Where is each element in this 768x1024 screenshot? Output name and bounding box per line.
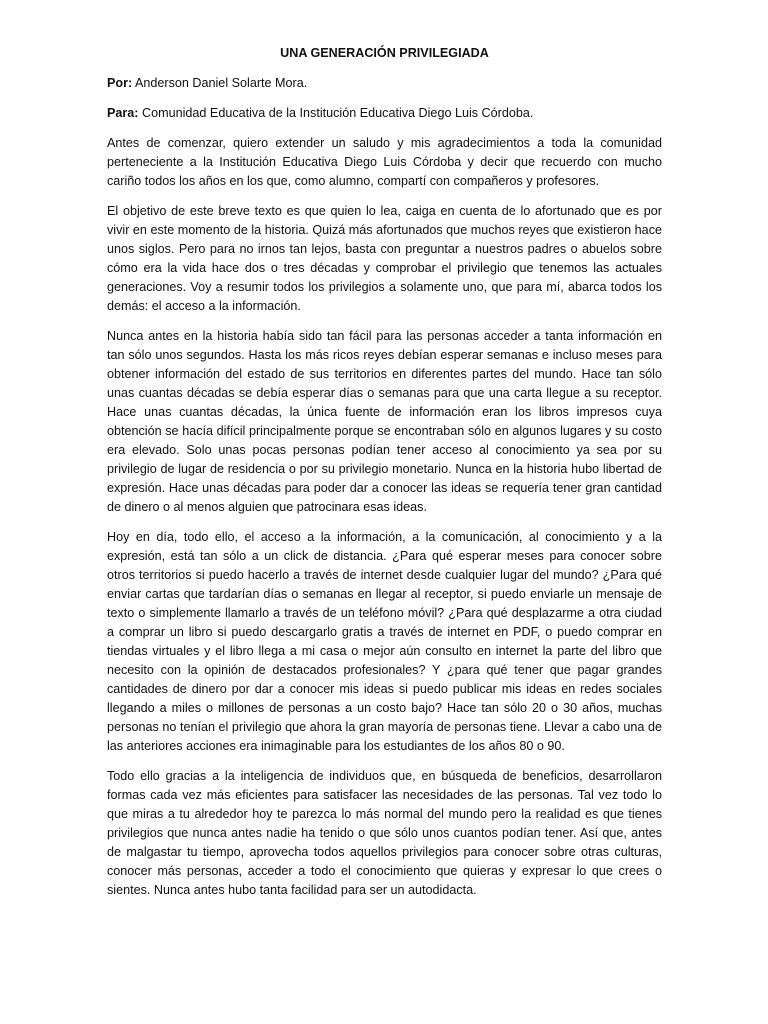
- recipient-line: [107, 104, 662, 123]
- author-line: [107, 74, 662, 93]
- document-page: [107, 44, 662, 911]
- recipient-name: Comunidad Educativa de la Institución Educativa Diego Luis Córdoba.: [142, 106, 534, 120]
- author-name: Anderson Daniel Solarte Mora.: [135, 76, 308, 90]
- paragraph-conclusion: Todo ello gracias a la inteligencia de individuos que, en búsqueda de beneficios, desarrollaron formas cada vez más eficientes para satisfacer las necesidades de las personas. Tal vez todo lo que miras a tu alrededor hoy te parezca lo más normal del mundo pero la realidad es que tienes privilegios que nunca antes nadie ha tenido o que sólo unos cuantos podían tener. Así que, antes de malgastar tu tiempo, aprovecha todos aquellos privilegios para conocer sobre otras culturas, conocer más personas, acceder a todo el conocimiento que quieras y expresar lo que crees o sientes. Nunca antes hubo tanta facilidad para ser un autodidacta.: [107, 769, 662, 897]
- paragraph-objective: El objetivo de este breve texto es que quien lo lea, caiga en cuenta de lo afortunado que es por vivir en este momento de la historia. Quizá más afortunados que muchos reyes que existieron hace unos siglos. Pero para no irnos tan lejos, basta con preguntar a nuestros padres o abuelos sobre cómo era la vida hace dos o tres décadas y comprobar el privilegio que tenemos las actuales generaciones. Voy a resumir todos los privilegios a solamente uno, que para mí, abarca todos los demás: el acceso a la información.: [107, 204, 662, 313]
- paragraph-history: Nunca antes en la historia había sido tan fácil para las personas acceder a tanta información en tan sólo unos segundos. Hasta los más ricos reyes debían esperar semanas e incluso meses para obtener información del estado de sus territorios en diferentes partes del mundo. Hace tan sólo unas cuantas décadas se debía esperar días o semanas para que una carta llegue a su receptor. Hace unas cuantas décadas, la única fuente de información eran los libros impresos cuya obtención se hacía difícil principalmente porque se encontraban sólo en algunos lugares y su costo era elevado. Solo unas pocas personas podían tener acceso al conocimiento ya sea por su privilegio de lugar de residencia o por su privilegio monetario. Nunca en la historia hubo libertad de expresión. Hace unas décadas para poder dar a conocer las ideas se requería tener gran cantidad de dinero o al menos alguien que patrocinara esas ideas.: [107, 329, 662, 514]
- recipient-label: Para:: [107, 106, 139, 120]
- paragraph-greeting: Antes de comenzar, quiero extender un saludo y mis agradecimientos a toda la comunidad perteneciente a la Institución Educativa Diego Luis Córdoba y decir que recuerdo con mucho cariño todos los años en los que, como alumno, compartí con compañeros y profesores.: [107, 136, 662, 188]
- paragraph-today: Hoy en día, todo ello, el acceso a la información, a la comunicación, al conocimiento y a la expresión, está tan sólo a un click de distancia. ¿Para qué esperar meses para conocer sobre otros territorios si puedo hacerlo a través de internet desde cualquier lugar del mundo? ¿Para qué enviar cartas que tardarían días o semanas en llegar al receptor, si puedo enviarle un mensaje de texto o simplemente llamarlo a través de un teléfono móvil? ¿Para qué desplazarme a otra ciudad a comprar un libro si puedo descargarlo gratis a través de internet en PDF, o puedo comprar en tiendas virtuales y el libro llega a mi casa o mejor aún consulto en internet la parte del libro que necesito con la opinión de destacados profesionales? Y ¿para qué tener que pagar grandes cantidades de dinero por dar a conocer mis ideas si puedo publicar mis ideas en redes sociales llegando a miles o millones de personas a un costo bajo? Hace tan sólo 20 o 30 años, muchas personas no tenían el privilegio que ahora la gran mayoría de personas tiene. Llevar a cabo una de las anteriores acciones era inimaginable para los estudiantes de los años 80 o 90.: [107, 530, 662, 753]
- author-label: Por:: [107, 76, 133, 90]
- document-title: UNA GENERACIÓN PRIVILEGIADA: [280, 46, 489, 60]
